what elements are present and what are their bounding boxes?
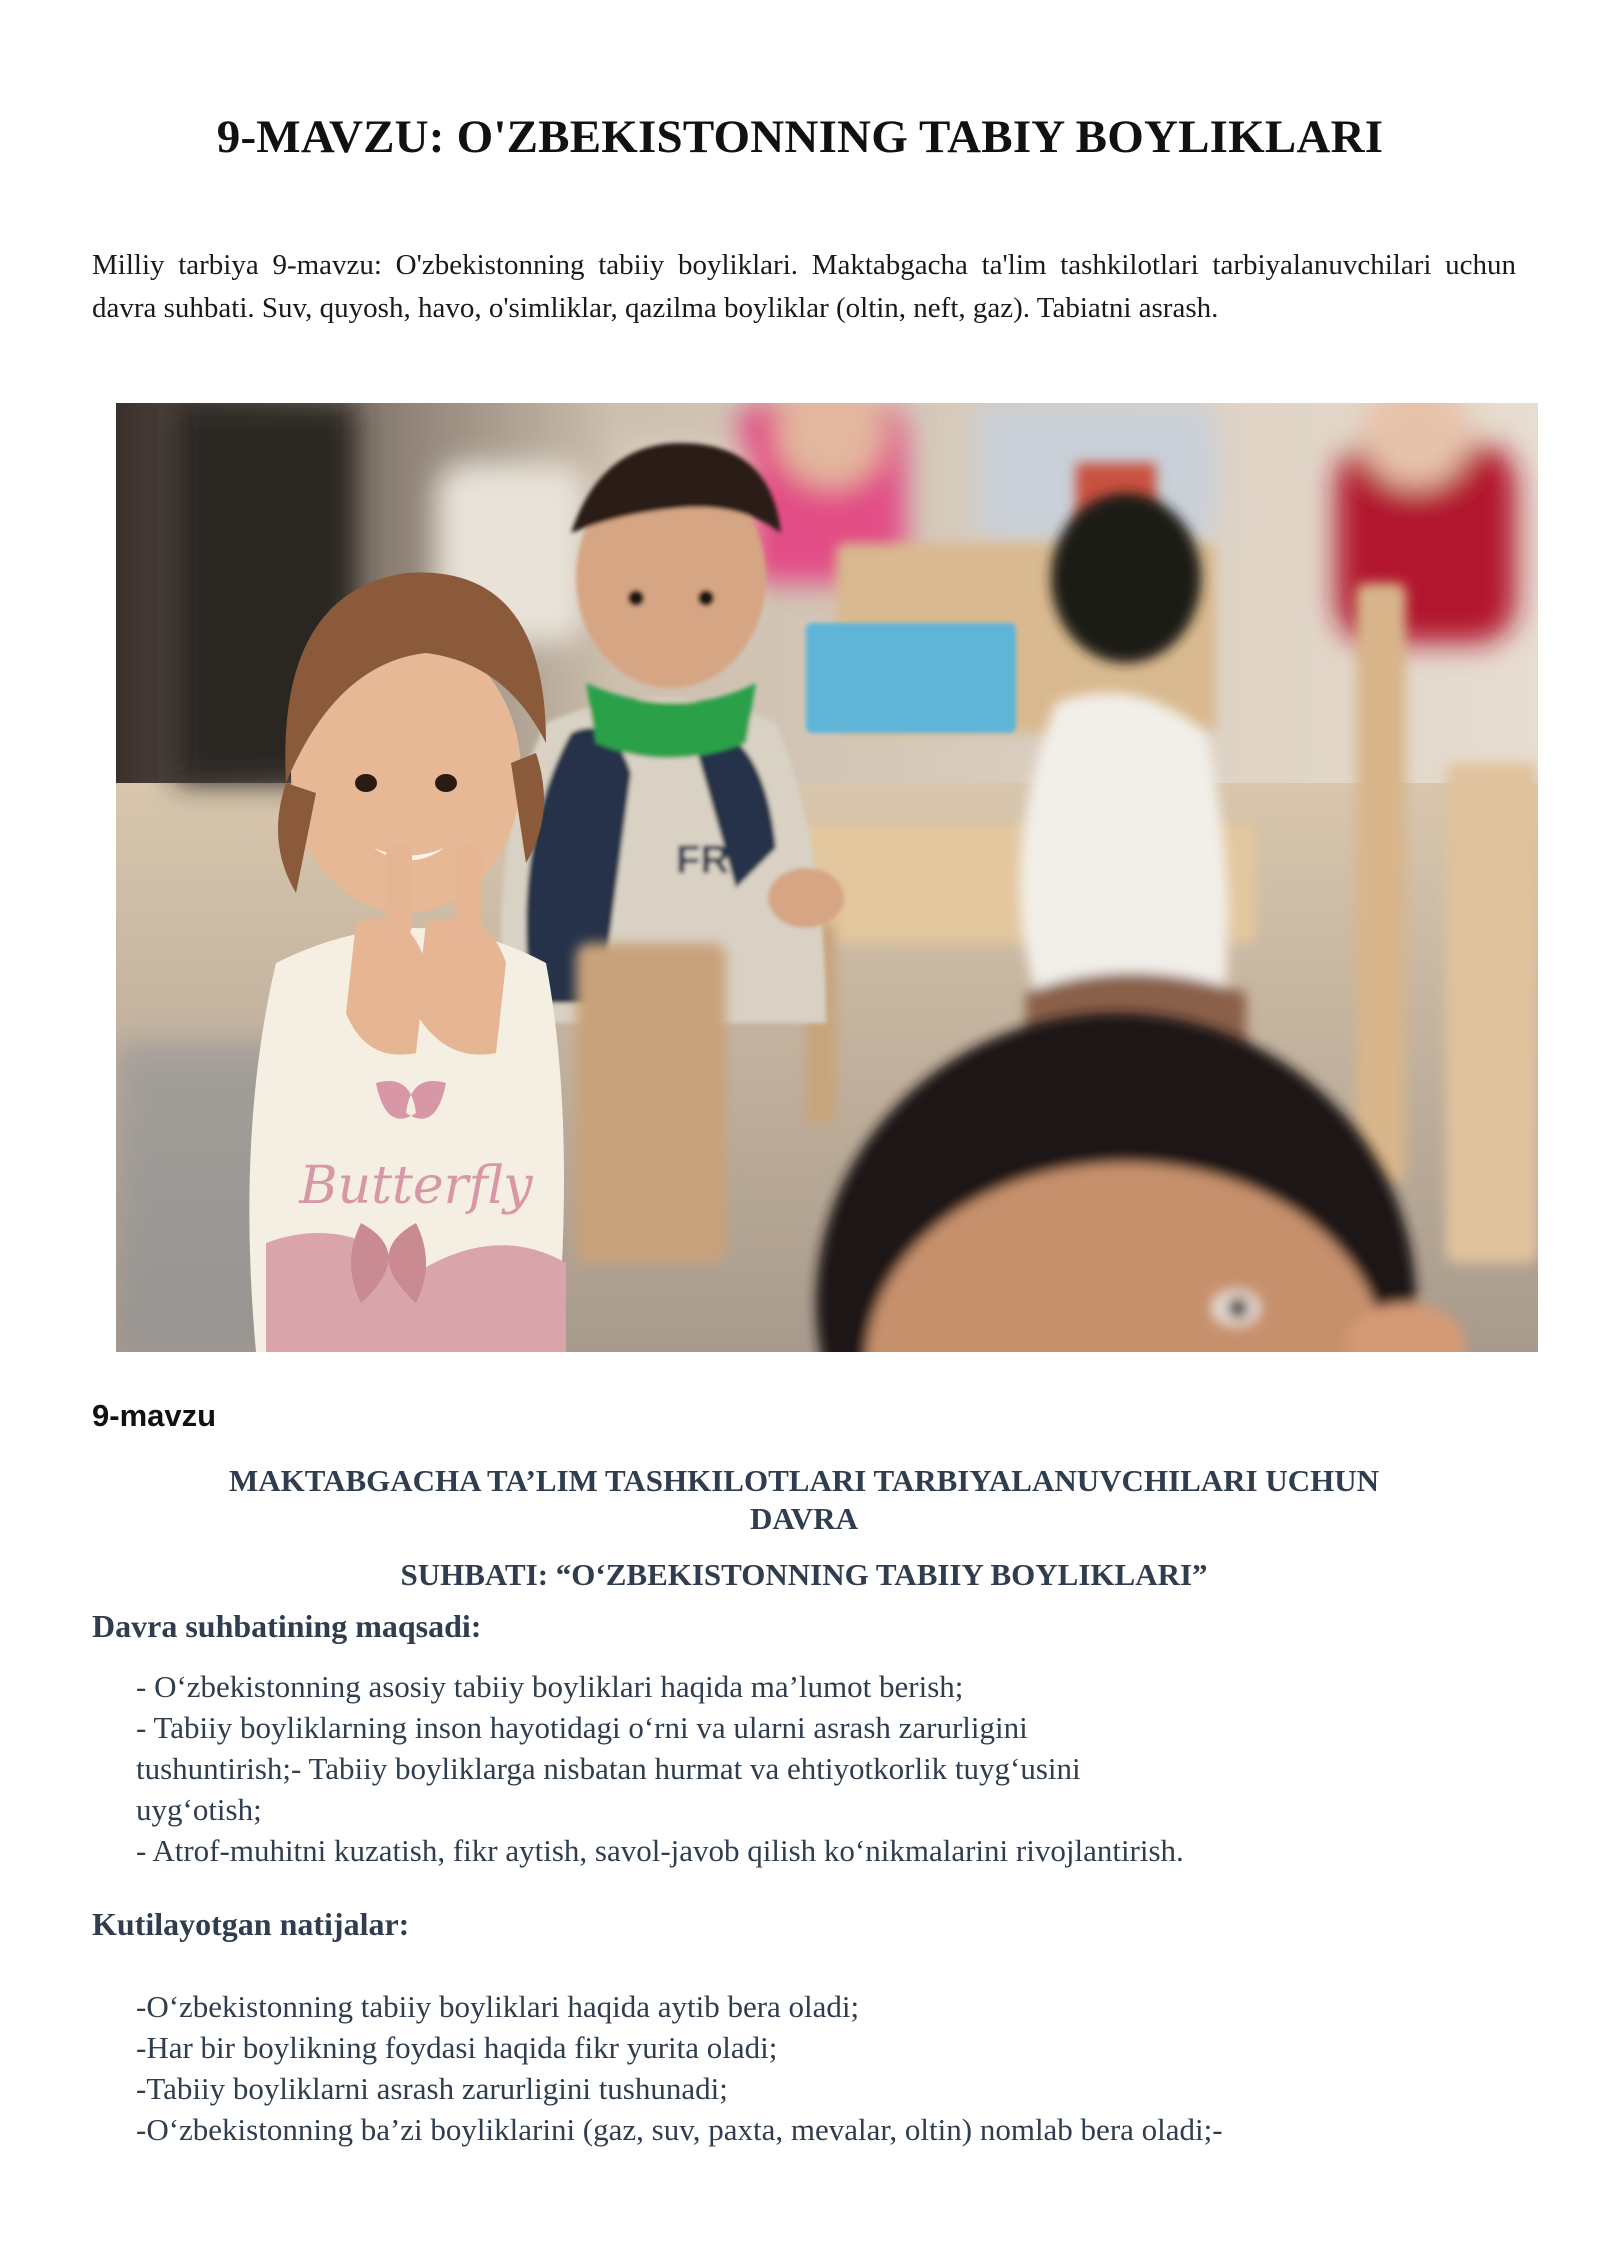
subheading-line: DAVRA	[750, 1501, 858, 1536]
intro-paragraph	[92, 244, 1516, 330]
children-photo-illustration	[116, 403, 1538, 1352]
results-line: -Tabiiy boyliklarni asrash zarurligini tushunadi;	[136, 2071, 728, 2106]
goals-heading: Davra suhbatining maqsadi:	[92, 1608, 482, 1644]
goals-line: - O‘zbekistonning asosiy tabiiy boyliklari haqida ma’lumot berish;	[136, 1669, 964, 1704]
goals-line: uyg‘otish;	[136, 1792, 262, 1827]
intro-line: Milliy tarbiya 9-mavzu: O'zbekistonning tabiiy boyliklari. Maktabgacha ta'lim tashkilotlari	[92, 249, 1199, 281]
shirt-text: Butterfly	[299, 1156, 533, 1216]
results-list	[136, 1986, 1223, 2150]
goals-line: tushuntirish;- Tabiiy boyliklarga nisbatan hurmat va ehtiyotkorlik tuyg‘usini	[136, 1751, 1081, 1786]
goals-list	[136, 1666, 1184, 1871]
results-heading: Kutilayotgan natijalar:	[92, 1906, 410, 1942]
sweater-text: FR	[676, 838, 730, 882]
goals-line: - Tabiiy boyliklarning inson hayotidagi o‘rni va ularni asrash zarurligini	[136, 1710, 1028, 1745]
goals-line: - Atrof-muhitni kuzatish, fikr aytish, savol-javob qilish ko‘nikmalarini rivojlantirish.	[136, 1833, 1184, 1868]
intro-line: tarbiyalanuvchilari uchun davra suhbati. Suv, quyosh, havo, o'simliklar, qazilma boyliklar (oltin, neft, gaz).	[92, 249, 1517, 324]
subheading-line: MAKTABGACHA TA’LIM TASHKILOTLARI TARBIYALANUVCHILARI UCHUN	[228, 1463, 1380, 1498]
intro-line: Tabiatni asrash.	[1036, 292, 1219, 324]
topic-label: 9-mavzu	[92, 1398, 217, 1433]
results-line: -Har bir boylikning foydasi haqida fikr yurita oladi;	[136, 2030, 778, 2065]
results-line: -O‘zbekistonning ba’zi boyliklarini (gaz, suv, paxta, mevalar, oltin) nomlab bera oladi;-	[136, 2112, 1223, 2147]
results-line: -O‘zbekistonning tabiiy boyliklari haqida aytib bera oladi;	[136, 1989, 860, 2024]
document-title: 9-MAVZU: O'ZBEKISTONNING TABIY BOYLIKLARI	[216, 111, 1384, 163]
subheading-line: SUHBATI: “O‘ZBEKISTONNING TABIIY BOYLIKLARI”	[400, 1557, 1208, 1592]
children-photo	[116, 403, 1538, 1352]
